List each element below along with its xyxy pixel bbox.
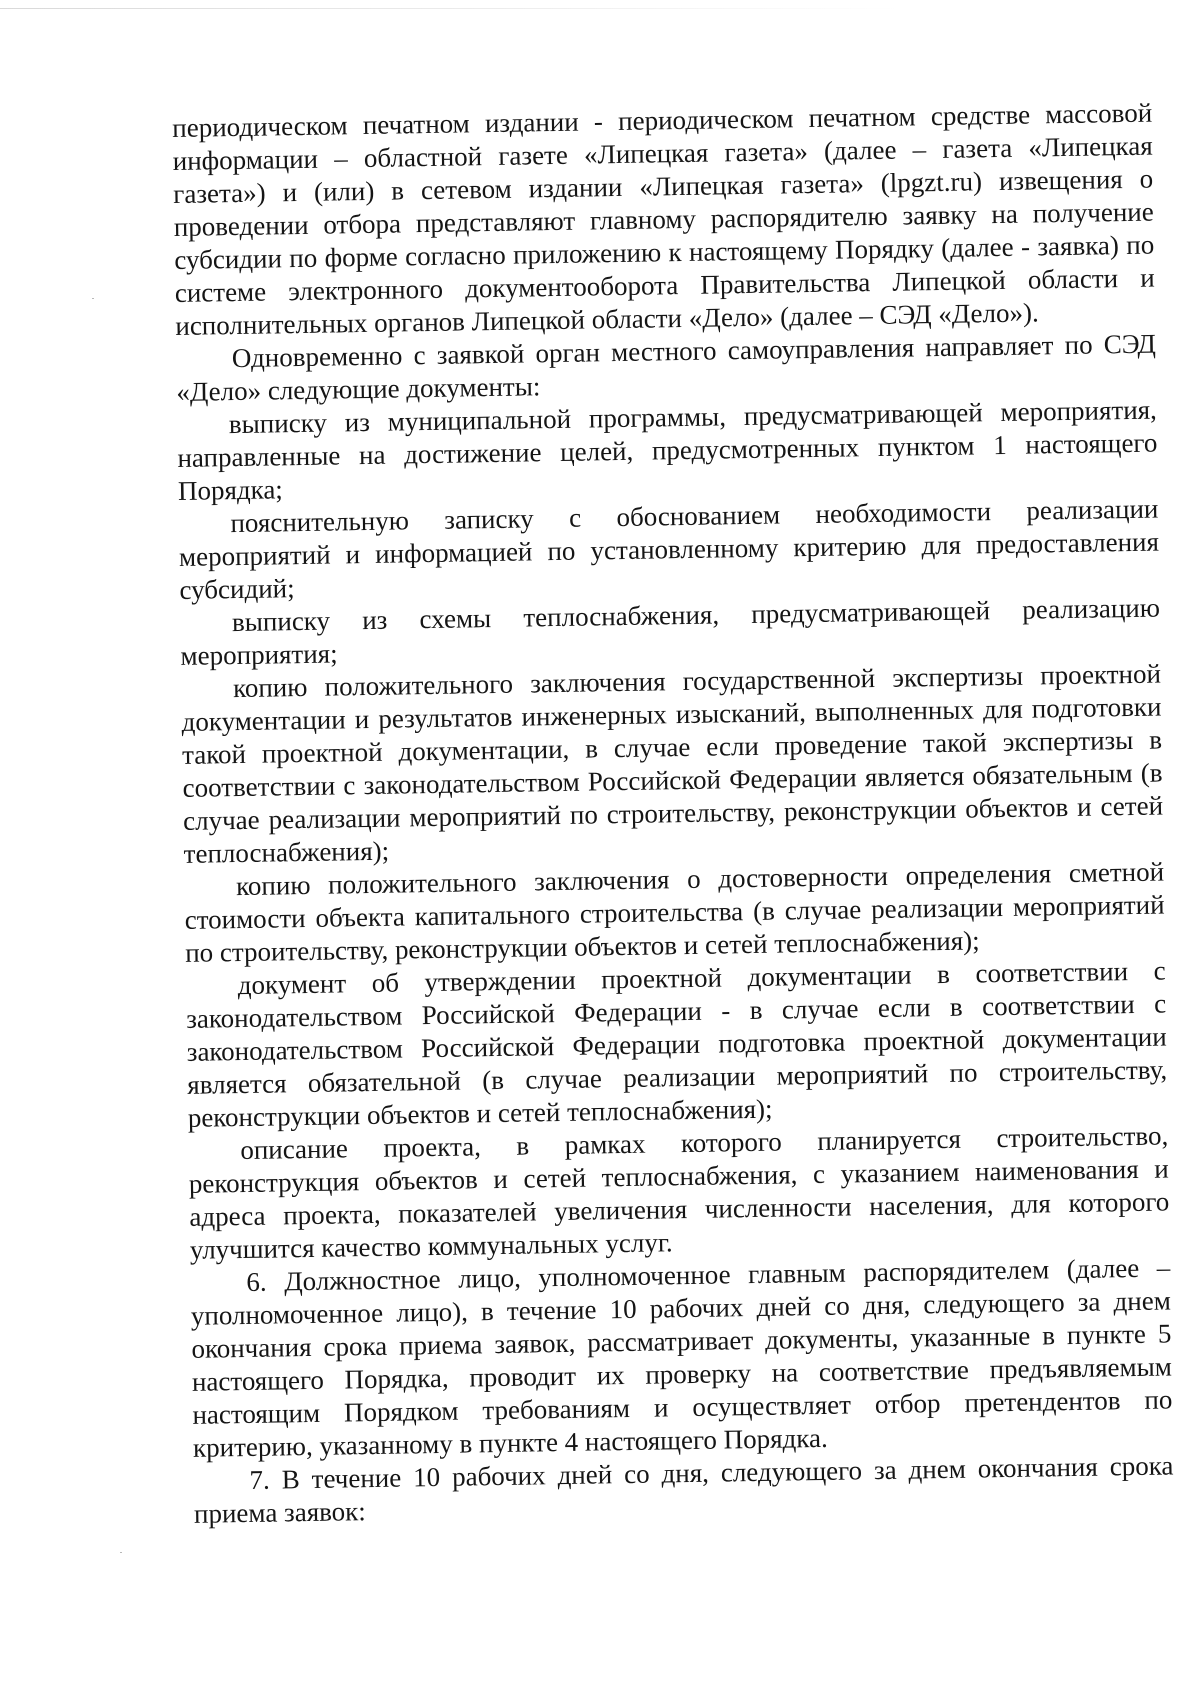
paragraph-submission: периодическом печатном издании - периодическом печатном средстве массовой информации – областной газете «Липецкая газета» (далее – газета «Липецкая газета») и (или) в сетевом издании «Липецкая газета» (lpgzt.ru) извещения о проведении отбора представляют главному распорядителю заявку на получение субсидии по форме согласно приложению к настоящему Порядку (далее - заявка) по системе электронного документооборота Правительства Липецкой области и исполнительных органов Липецкой области «Дело» (далее – СЭД «Дело»). bbox=[172, 97, 1155, 341]
paragraph-documents-intro: Одновременно с заявкой орган местного самоуправления направляет по СЭД «Дело» следующие документы: bbox=[176, 328, 1156, 407]
scan-speck bbox=[120, 1552, 122, 1553]
list-item-project-description: описание проекта, в рамках которого планируется строительство, реконструкция объектов и сетей теплоснабжения, с указанием наименования и адреса проекта, показателей увеличения численности населения, для которого улучшится качество коммунальных услуг. bbox=[188, 1120, 1170, 1265]
paragraph-item-6: 6. Должностное лицо, уполномоченное главным распорядителем (далее – уполномоченное лицо), в течение 10 рабочих дней со дня, следующего за днем окончания срока приема заявок, рассматривает документы, указанные в пункте 5 настоящего Порядка, проводит их проверку на соответствие предъявляемым настоящим Порядком требованиям и осуществляет отбор претендентов по критерию, указанному в пункте 4 настоящего Порядка. bbox=[190, 1252, 1173, 1463]
list-item-state-expertise-copy: копию положительного заключения государственной экспертизы проектной документации и результатов инженерных изысканий, выполненных для подготовки такой проектной документации, в случае если проведение такой экспертизы в соответствии с законодательством Российской Федерации является обязательным (в случае реализации мероприятий по строительству, реконструкции объектов и сетей теплоснабжения); bbox=[181, 658, 1164, 869]
scan-top-edge bbox=[0, 8, 900, 9]
list-item-estimate-reliability-copy: копию положительного заключения о достоверности определения сметной стоимости объекта капитального строительства (в случае реализации мероприятий по строительству, реконструкции объектов и сетей теплоснабжения); bbox=[184, 856, 1165, 968]
list-item-explanatory-note: пояснительную записку с обоснованием необходимости реализации мероприятий и информацией по установленному критерию для предоставления субсидий; bbox=[178, 493, 1160, 605]
scan-speck bbox=[92, 298, 94, 299]
document-page bbox=[172, 97, 1174, 1531]
list-item-program-extract: выписку из муниципальной программы, предусматривающей мероприятия, направленные на достижение целей, предусмотренных пунктом 1 настоящего Порядка; bbox=[177, 394, 1158, 506]
list-item-design-approval: документ об утверждении проектной документации в соответствии с законодательством Российской Федерации - в случае если в соответствии с законодательством Российской Федерации подготовка проектной документации является обязательной (в случае реализации мероприятий по строительству, реконструкции объектов и сетей теплоснабжения); bbox=[186, 955, 1168, 1133]
paragraph-item-7: 7. В течение 10 рабочих дней со дня, следующего за днем окончания срока приема заявок: bbox=[193, 1450, 1174, 1529]
list-item-heat-scheme-extract: выписку из схемы теплоснабжения, предусматривающей реализацию мероприятия; bbox=[180, 592, 1161, 671]
